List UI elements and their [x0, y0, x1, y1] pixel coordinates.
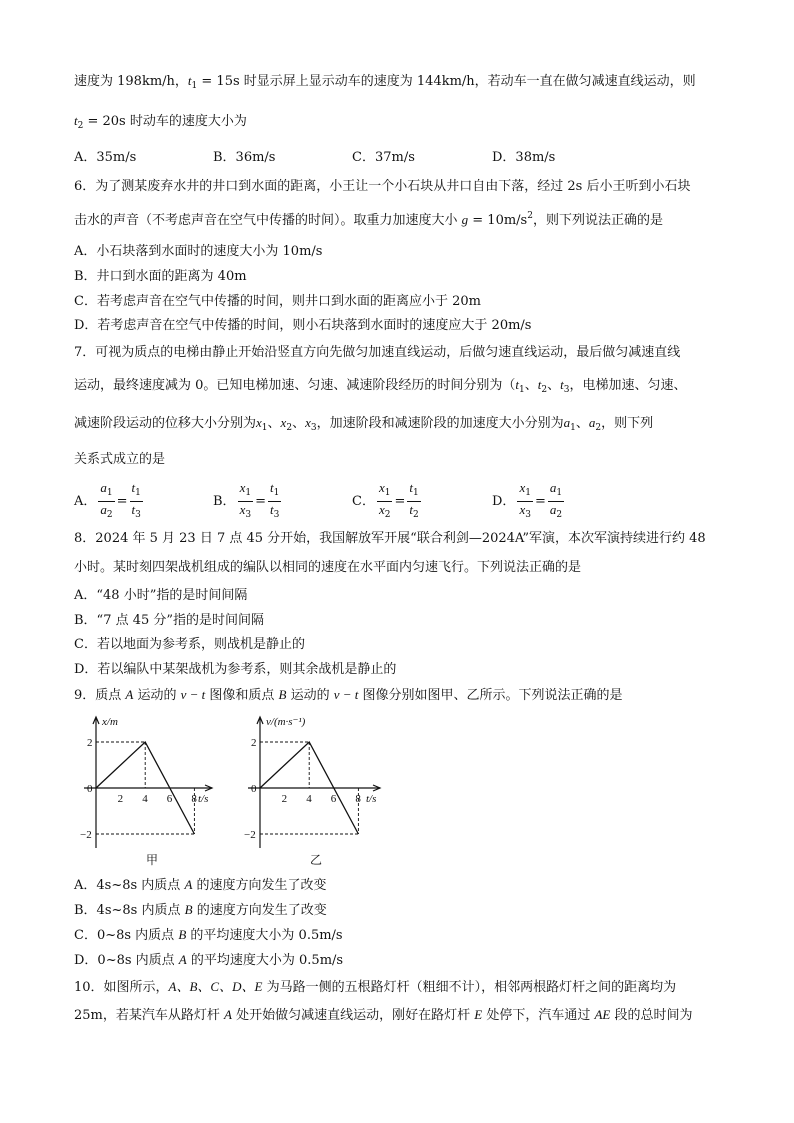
subscript: 2 — [556, 510, 563, 520]
q7-text: ，电梯加速、匀速、 — [569, 378, 687, 393]
subscript: 3 — [135, 510, 141, 520]
option-label: D． — [492, 493, 516, 509]
g-superscript: 2 — [527, 211, 533, 221]
symbol: t — [409, 502, 413, 517]
equals-sign: = — [255, 493, 266, 509]
subscript: 2 — [595, 423, 602, 433]
option-text: 的平均速度大小为 0.5m/s — [186, 953, 344, 968]
x-tick-label: 2 — [117, 793, 124, 805]
subscript: 2 — [413, 510, 419, 520]
graph-caption: 乙 — [310, 853, 323, 867]
x3-symbol: x — [305, 415, 311, 430]
q7-line-3 — [74, 414, 653, 437]
q6-line-2 — [74, 207, 663, 230]
q10-text: 25m，若某汽车从路灯杆 — [74, 1008, 225, 1023]
g-value: = 10m/s — [468, 213, 528, 228]
q8-option-b: B．“7 点 45 分”指的是时间间隔 — [74, 613, 265, 628]
q6-option-b: B．井口到水面的距离为 40m — [74, 269, 247, 284]
point-b-label: B — [278, 687, 287, 702]
option-text: 的速度方向发生了改变 — [192, 903, 327, 918]
post-a-label: A — [224, 1007, 232, 1022]
q9-option-b — [74, 901, 327, 920]
graph-jia — [78, 712, 228, 868]
subscript: 1 — [106, 488, 113, 498]
fraction-left — [98, 480, 114, 523]
x-tick-label: 8 — [191, 793, 197, 805]
q7-line-2 — [74, 376, 687, 399]
x2-symbol: x — [280, 415, 287, 430]
symbol: t — [269, 480, 274, 495]
x1-symbol: x — [256, 415, 262, 430]
segment-ae-label: AE — [594, 1007, 611, 1022]
option-text: 的平均速度大小为 0.5m/s — [186, 928, 343, 943]
q7-line-1: 7．可视为质点的电梯由静止开始沿竖直方向先做匀加速直线运动，后做匀速直线运动，最后做匀减速直线 — [74, 345, 681, 360]
symbol: t — [131, 502, 136, 517]
t3-symbol: t — [560, 377, 564, 392]
fraction-left — [238, 480, 254, 523]
q9-text: 9．质点 — [74, 688, 126, 703]
fraction-left — [517, 480, 533, 523]
subscript: 1 — [570, 423, 576, 433]
separator: 、 — [575, 416, 589, 431]
subscript: 1 — [413, 488, 419, 498]
symbol: a — [100, 480, 107, 495]
x-axis-label: t/s — [198, 793, 209, 805]
separator: 、 — [267, 416, 281, 431]
separator: 、 — [547, 378, 561, 393]
q6-option-a: A．小石块落到水面时的速度大小为 10m/s — [74, 244, 323, 259]
x-tick-label: 4 — [306, 793, 312, 805]
y-tick-label: 0 — [251, 783, 257, 795]
q8-option-c: C．若以地面为参考系，则战机是静止的 — [74, 637, 305, 652]
fraction-left — [377, 480, 393, 523]
t1-subscript: 1 — [191, 81, 198, 91]
point-a-label: A — [125, 687, 134, 702]
equals-sign: = — [116, 493, 128, 509]
q9-text: 运动的 — [133, 688, 181, 703]
t2-value: = 20s — [83, 114, 126, 129]
option-text: B．4s~8s 内质点 — [74, 903, 185, 918]
subscript: 1 — [135, 488, 141, 498]
subscript: 2 — [106, 510, 113, 520]
q7-option-d — [492, 480, 566, 523]
a1-symbol: a — [563, 415, 571, 430]
fraction-right — [268, 480, 281, 523]
t1-value: = 15s — [197, 74, 240, 89]
subscript: 1 — [519, 385, 525, 395]
x-tick-label: 2 — [281, 793, 288, 805]
t2-symbol: t — [74, 113, 78, 128]
fraction-right — [407, 480, 420, 523]
x-tick-label: 6 — [166, 793, 173, 805]
q10-text: 为马路一侧的五根路灯杆（粗细不计），相邻两根路灯杆之间的距离均为 — [262, 980, 677, 995]
q10-line-1 — [74, 978, 676, 997]
fraction-right — [548, 480, 564, 523]
y-axis-label: x/m — [102, 716, 118, 728]
option-label: B． — [213, 493, 236, 509]
q9-option-c — [74, 926, 343, 945]
q9-option-d — [74, 951, 343, 970]
q8-option-d: D．若以编队中某架战机为参考系，则其余战机是静止的 — [74, 662, 397, 677]
post-e-label: E — [474, 1007, 483, 1022]
lamp-posts-labels: A、B、C、D、E — [168, 979, 263, 994]
q5-line-1 — [74, 72, 696, 95]
q5-line-2 — [74, 112, 247, 135]
t2-symbol: t — [537, 377, 542, 392]
subscript: 1 — [273, 488, 280, 498]
q10-text: 处停下，汽车通过 — [482, 1008, 595, 1023]
subscript: 2 — [286, 423, 293, 433]
symbol: t — [131, 480, 136, 495]
subscript: 2 — [541, 385, 548, 395]
q7-option-b — [213, 480, 283, 523]
symbol: a — [100, 502, 107, 517]
q8-line-1: 8．2024 年 5 月 23 日 7 点 45 分开始，我国解放军开展“联合利剑—2024A”军演，本次军演持续进行约 48 — [74, 531, 706, 546]
symbol: x — [519, 480, 526, 495]
q9-option-a — [74, 876, 327, 895]
q5-text: 速度为 198km/h， — [74, 74, 188, 89]
symbol: t — [269, 502, 274, 517]
subscript: 3 — [310, 423, 317, 433]
vt-symbol: v − t — [180, 687, 206, 702]
q10-text: 段的总时间为 — [610, 1008, 693, 1023]
q10-line-2 — [74, 1006, 692, 1025]
q10-text: 10．如图所示， — [74, 980, 169, 995]
y-tick-label: 2 — [87, 737, 93, 749]
q5-text: 时显示屏上显示动车的速度为 144km/h，若动车一直在做匀减速直线运动，则 — [239, 74, 696, 89]
option-text: C．0~8s 内质点 — [74, 928, 179, 943]
point-label: A — [178, 952, 187, 967]
equals-sign: = — [394, 493, 406, 509]
equals-sign: = — [534, 493, 546, 509]
symbol: x — [378, 480, 385, 495]
t2-subscript: 2 — [77, 121, 84, 131]
subscript: 1 — [556, 488, 563, 498]
fraction-right — [130, 480, 143, 523]
subscript: 3 — [563, 385, 570, 395]
subscript: 1 — [261, 423, 268, 433]
symbol: a — [549, 502, 557, 517]
q7-option-c — [352, 480, 423, 523]
q8-line-2: 小时。某时刻四架战机组成的编队以相同的速度在水平面内匀速飞行。下列说法正确的是 — [74, 560, 582, 575]
q10-text: 处开始做匀减速直线运动，刚好在路灯杆 — [231, 1008, 475, 1023]
subscript: 2 — [384, 510, 391, 520]
graph-caption: 甲 — [146, 853, 159, 867]
q7-text: ，加速阶段和减速阶段的加速度大小分别为 — [316, 416, 564, 431]
q7-option-a — [74, 480, 145, 523]
point-label: A — [184, 877, 193, 892]
vt-symbol: v − t — [333, 687, 359, 702]
q5-option-b: B．36m/s — [213, 150, 276, 165]
q7-text: ，则下列 — [601, 416, 654, 431]
q7-text: 减速阶段运动的位移大小分别为 — [74, 416, 257, 431]
x-tick-label: 4 — [142, 793, 148, 805]
x-axis-label: t/s — [366, 793, 377, 805]
q5-option-a: A．35m/s — [74, 150, 137, 165]
subscript: 1 — [525, 488, 531, 498]
separator: 、 — [292, 416, 306, 431]
graph-yi — [238, 712, 408, 868]
x-tick-label: 8 — [355, 793, 361, 805]
x-tick-label: 6 — [330, 793, 337, 805]
subscript: 3 — [245, 510, 252, 520]
q5-option-d: D．38m/s — [492, 150, 556, 165]
y-axis-label: v/(m·s⁻¹) — [266, 716, 306, 728]
q6-text: ，则下列说法正确的是 — [532, 213, 663, 228]
option-text: 的速度方向发生了改变 — [192, 878, 327, 893]
symbol: a — [549, 480, 557, 495]
q9-line-1 — [74, 686, 623, 705]
q6-text: 击水的声音（不考虑声音在空气中传播的时间）。取重力加速度大小 — [74, 213, 462, 228]
q6-line-1: 6．为了测某废弃水井的井口到水面的距离，小王让一个小石块从井口自由下落，经过 2s 后小王听到小石块 — [74, 179, 691, 194]
point-label: B — [184, 902, 193, 917]
q6-option-c: C．若考虑声音在空气中传播的时间，则井口到水面的距离应小于 20m — [74, 294, 481, 309]
subscript: 3 — [273, 510, 280, 520]
symbol: x — [239, 480, 246, 495]
subscript: 1 — [245, 488, 252, 498]
option-text: A．4s~8s 内质点 — [74, 878, 185, 893]
q7-line-4: 关系式成立的是 — [74, 452, 166, 467]
y-tick-label: −2 — [244, 829, 256, 841]
q7-text: 运动，最终速度减为 0。已知电梯加速、匀速、减速阶段经历的时间分别为（ — [74, 378, 516, 393]
t1-symbol: t — [187, 73, 192, 88]
option-label: A． — [74, 493, 97, 509]
g-symbol: g — [461, 212, 469, 227]
point-label: B — [178, 927, 187, 942]
y-tick-label: 0 — [87, 783, 93, 795]
t1-symbol: t — [515, 377, 520, 392]
y-tick-label: −2 — [80, 829, 92, 841]
subscript: 3 — [525, 510, 531, 520]
q9-text: 图像和质点 — [205, 688, 279, 703]
a2-symbol: a — [588, 415, 596, 430]
q8-option-a: A．“48 小时”指的是时间间隔 — [74, 588, 248, 603]
q9-text: 图像分别如图甲、乙所示。下列说法正确的是 — [358, 688, 623, 703]
q5-option-c: C．37m/s — [352, 150, 415, 165]
option-label: C． — [352, 493, 375, 509]
separator: 、 — [524, 378, 538, 393]
q6-option-d: D．若考虑声音在空气中传播的时间，则小石块落到水面时的速度应大于 20m/s — [74, 318, 532, 333]
q5-text: 时动车的速度大小为 — [125, 114, 247, 129]
q9-text: 运动的 — [286, 688, 334, 703]
option-text: D．0~8s 内质点 — [74, 953, 179, 968]
symbol: x — [239, 502, 246, 517]
symbol: x — [378, 502, 385, 517]
symbol: t — [409, 480, 413, 495]
subscript: 1 — [384, 488, 391, 498]
y-tick-label: 2 — [251, 737, 257, 749]
symbol: x — [519, 502, 526, 517]
